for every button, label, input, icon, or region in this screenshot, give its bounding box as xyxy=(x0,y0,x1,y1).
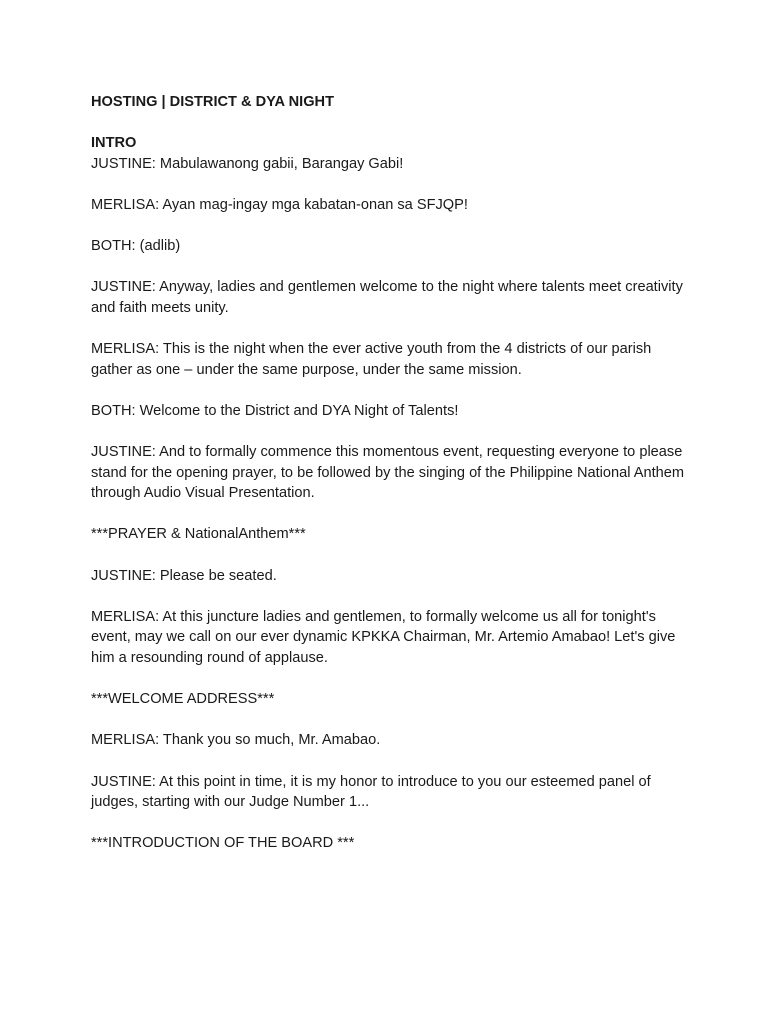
script-paragraph: JUSTINE: Mabulawanong gabii, Barangay Gabi! xyxy=(91,155,404,172)
stage-direction: ***WELCOME ADDRESS*** xyxy=(91,691,275,708)
document-page xyxy=(91,92,691,875)
script-paragraph: JUSTINE: At this point in time, it is my honor to introduce to you our esteemed panel of judges, starting with our Judge Number 1... xyxy=(91,773,651,811)
script-paragraph: MERLISA: This is the night when the ever active youth from the 4 districts of our parish gather as one – under the same purpose, under the same mission. xyxy=(91,341,652,378)
document-title: HOSTING | DISTRICT & DYA NIGHT xyxy=(91,94,334,110)
script-paragraph: MERLISA: Thank you so much, Mr. Amabao. xyxy=(91,732,381,749)
stage-direction: ***PRAYER & NationalAnthem*** xyxy=(91,526,306,543)
script-paragraph: MERLISA: Ayan mag-ingay mga kabatan-onan sa SFJQP! xyxy=(91,196,468,213)
script-paragraph: JUSTINE: And to formally commence this momentous event, requesting everyone to please stand for the opening prayer, to be followed by the singing of the Philippine National Anthem through Audio Visual Presentation. xyxy=(91,444,685,502)
script-paragraph: JUSTINE: Please be seated. xyxy=(91,567,277,584)
script-paragraph: MERLISA: At this juncture ladies and gentlemen, to formally welcome us all for tonight's event, may we call on our ever dynamic KPKKA Chairman, Mr. Artemio Amabao! Let's give him a resounding round of applause. xyxy=(91,608,676,667)
script-paragraph: BOTH: Welcome to the District and DYA Night of Talents! xyxy=(91,402,459,419)
stage-direction: ***INTRODUCTION OF THE BOARD *** xyxy=(91,835,355,852)
script-paragraph: BOTH: (adlib) xyxy=(91,238,181,255)
section-heading: INTRO xyxy=(91,135,137,152)
script-paragraph: JUSTINE: Anyway, ladies and gentlemen welcome to the night where talents meet creativity and faith meets unity. xyxy=(91,279,683,316)
